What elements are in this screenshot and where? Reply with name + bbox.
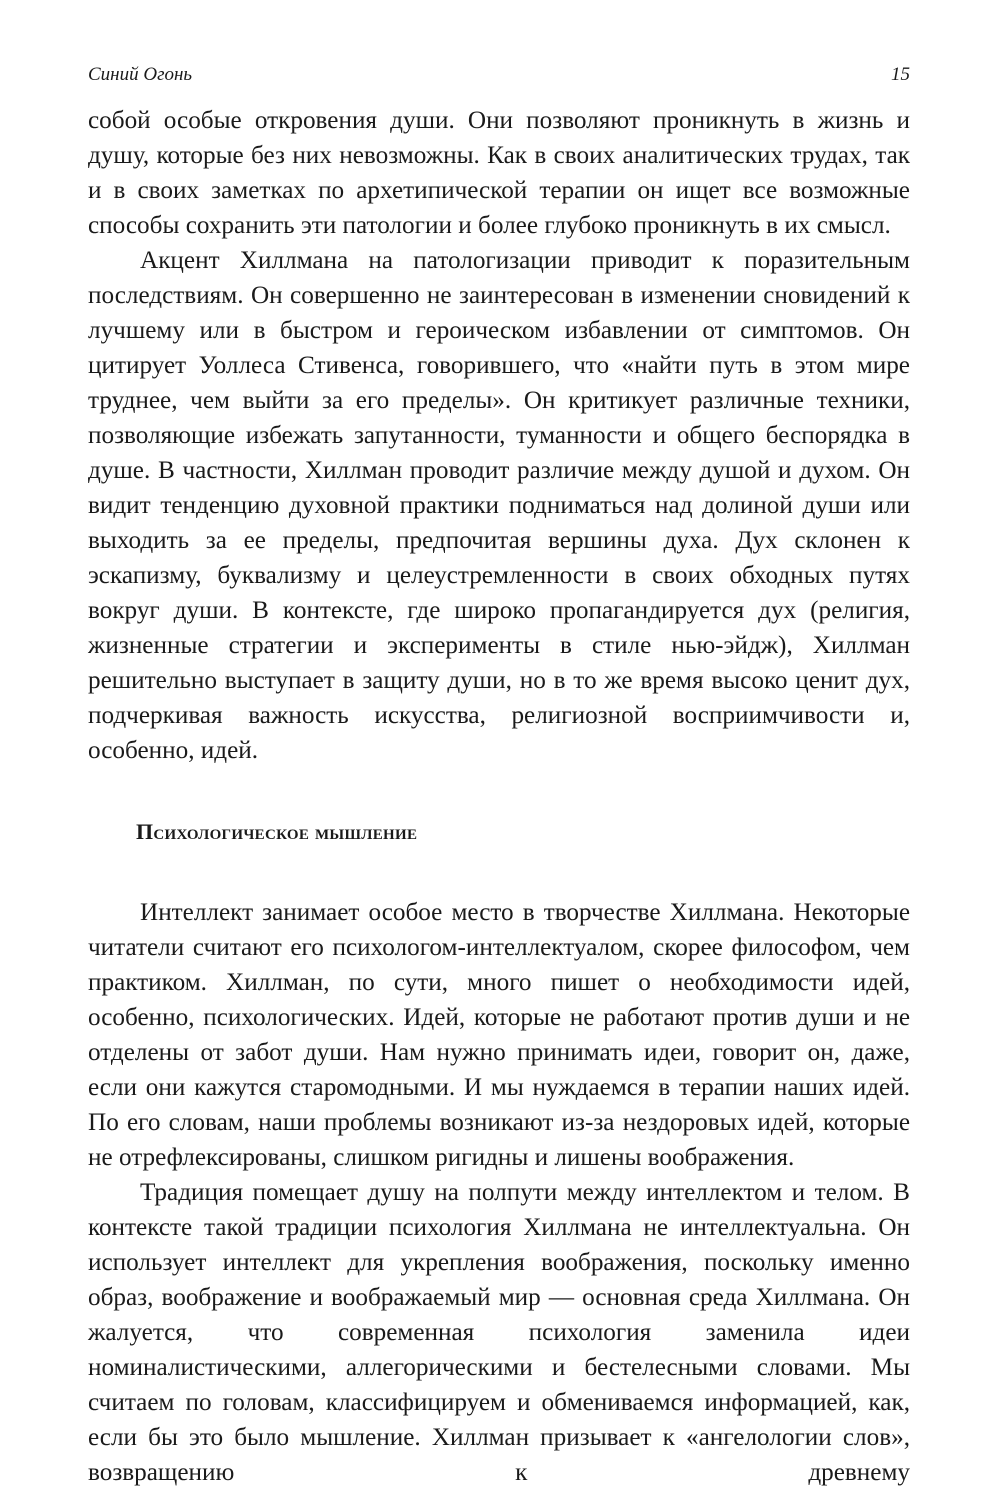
paragraph-2: Акцент Хиллмана на патологизации приводит к поразительным последствиям. Он совершенно не заинтересован в изменении сновидений к лучшему или в быстром и героическом избавлении от симптомов. Он цитирует Уоллеса Стивенса, говорившего, что «найти путь в этом мире труднее, чем выйти за его пределы». Он критикует различные техники, позволяющие избежать запутанности, туманности и общего беспорядка в душе. В частности, Хиллман проводит различие между душой и духом. Он видит тенденцию духовной практики подниматься над долиной души или выходить за ее пределы, предпочитая вершины духа. Дух склонен к эскапизму, буквализму и целеустремленности в своих обходных путях вокруг души. В контексте, где широко пропагандируется дух (религия, жизненные стратегии и эксперименты в стиле нью-эйдж), Хиллман решительно выступает в защиту души, но в то же время высоко ценит дух, подчеркивая важность искусства, религиозной восприимчивости и, особенно, идей. [88, 247, 910, 764]
paragraph-1: собой особые откровения души. Они позволяют проникнуть в жизнь и душу, которые без них невозможны. Как в своих аналитических трудах, так и в своих заметках по архетипической терапии он ищет все возможные способы сохранить эти патологии и более глубоко проникнуть в их смысл. [88, 107, 910, 239]
running-head-book-title: Синий Огонь [88, 64, 193, 85]
page-body [88, 103, 910, 1490]
section-heading: Психологическое мышление [136, 819, 418, 844]
page-number: 15 [891, 64, 910, 85]
running-head [88, 58, 910, 92]
paragraph-3: Интеллект занимает особое место в творчестве Хиллмана. Некоторые читатели считают его психологом-интеллектуалом, скорее философом, чем практиком. Хиллман, по сути, много пишет о необходимости идей, особенно, психологических. Идей, которые не работают против души и не отделены от забот души. Нам нужно принимать идеи, говорит он, даже, если они кажутся старомодными. И мы нуждаемся в терапии наших идей. По его словам, наши проблемы возникают из-за нездоровых идей, которые не отрефлексированы, слишком ригидны и лишены воображения. [88, 899, 910, 1171]
heading-spacer [88, 849, 910, 895]
paragraph-4: Традиция помещает душу на полпути между интеллектом и телом. В контексте такой традиции психология Хиллмана не интеллектуальна. Он использует интеллект для укрепления воображения, поскольку именно образ, воображение и воображаемый мир — основная среда Хиллмана. Он жалуется, что современная психология заменила идеи номиналистическими, аллегорическими и бестелесными словами. Мы считаем по головам, классифицируем и обмениваемся информацией, как, если бы это было мышление. Хиллман призывает к «ангелологии слов», возвращению к древнему [88, 1179, 910, 1486]
